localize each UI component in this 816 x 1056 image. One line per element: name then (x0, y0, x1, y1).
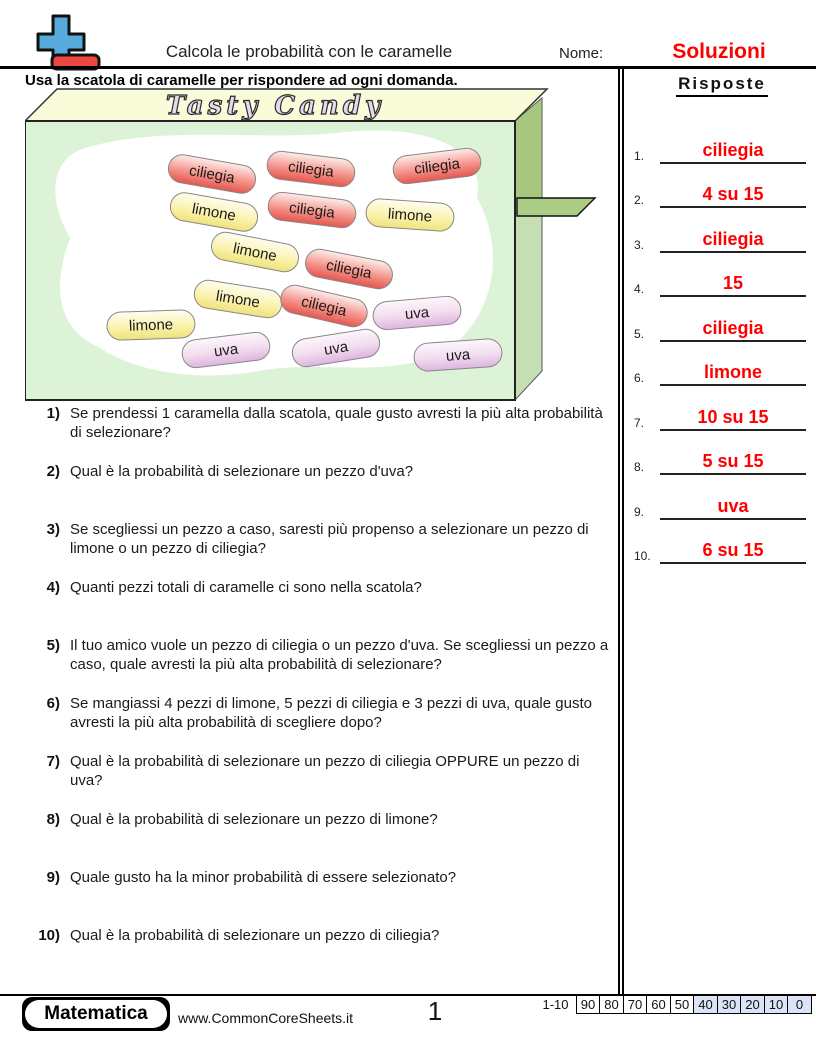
question-number: 8) (46, 811, 60, 828)
answer-row (628, 520, 816, 565)
score-box: 10 (764, 995, 789, 1014)
answer-row (628, 297, 816, 342)
header-divider (0, 66, 816, 69)
answer-row (628, 342, 816, 387)
answer-row (628, 431, 816, 476)
svg-text:uva: uva (404, 303, 430, 324)
question-row (28, 810, 616, 868)
answer-number: 3. (634, 237, 645, 252)
answer-number: 10. (634, 549, 651, 563)
svg-text:ciliegia: ciliegia (299, 293, 349, 320)
question-number: 6) (46, 695, 60, 712)
answer-row (628, 386, 816, 431)
answer-row (628, 208, 816, 253)
svg-text:ciliegia: ciliegia (187, 162, 236, 187)
svg-text:limone: limone (387, 205, 433, 226)
svg-text:uva: uva (445, 346, 471, 365)
score-box: 60 (646, 995, 671, 1014)
answer-value: 15 (660, 272, 806, 297)
answer-number: 9. (634, 504, 645, 519)
svg-text:ciliegia: ciliegia (288, 199, 336, 222)
answer-row (628, 119, 816, 164)
question-text: Quanti pezzi totali di caramelle ci sono nella scatola? (70, 579, 422, 596)
svg-text:limone: limone (214, 287, 262, 312)
question-row (28, 520, 616, 578)
question-row (28, 694, 616, 752)
question-text: Se mangiassi 4 pezzi di limone, 5 pezzi di ciliegia e 3 pezzi di uva, quale gusto avresti la più alta probabilità di scegliere dopo? (70, 695, 592, 731)
svg-text:uva: uva (213, 340, 240, 361)
candy-pill (107, 309, 196, 340)
score-box: 0 (787, 995, 812, 1014)
answer-number: 8. (634, 460, 645, 474)
answers-panel (628, 70, 816, 564)
svg-text:limone: limone (190, 200, 238, 225)
questions-list (28, 404, 616, 984)
name-label: Nome: (559, 45, 604, 62)
answer-number: 6. (634, 371, 645, 385)
answer-value: limone (660, 361, 806, 386)
candy-box-illustration (25, 88, 600, 403)
answer-number: 1. (634, 148, 645, 163)
question-row (28, 926, 616, 984)
question-number: 7) (46, 753, 60, 770)
question-text: Qual è la probabilità di selezionare un pezzo di ciliegia OPPURE un pezzo di uva? (70, 753, 580, 789)
svg-text:limone: limone (128, 316, 174, 335)
answer-row (628, 253, 816, 298)
svg-text:uva: uva (322, 338, 350, 359)
answer-value: ciliegia (660, 317, 806, 342)
box-flap (517, 198, 595, 216)
question-row (28, 462, 616, 520)
answer-value: 4 su 15 (660, 183, 806, 208)
page-number: 1 (427, 996, 443, 1026)
question-number: 9) (46, 869, 60, 886)
answer-value: 5 su 15 (660, 450, 806, 475)
column-divider (618, 66, 624, 995)
answer-value: 6 su 15 (660, 539, 806, 564)
solutions-label: Soluzioni (672, 40, 766, 63)
score-box: 40 (693, 995, 718, 1014)
answer-number: 2. (634, 193, 645, 207)
answer-value: 10 su 15 (660, 406, 806, 431)
answer-value: ciliegia (660, 228, 806, 253)
answer-number: 4. (634, 282, 645, 296)
question-number: 4) (46, 579, 60, 596)
score-range-label: 1-10 (542, 997, 569, 1012)
question-text: Se prendessi 1 caramella dalla scatola, quale gusto avresti la più alta probabilità di selezionare? (70, 405, 603, 441)
question-number: 5) (46, 637, 60, 654)
answers-heading: Risposte (628, 74, 816, 97)
score-box: 90 (576, 995, 601, 1014)
svg-text:ciliegia: ciliegia (287, 158, 335, 181)
question-row (28, 636, 616, 694)
svg-text:ciliegia: ciliegia (413, 155, 461, 178)
question-text: Qual è la probabilità di selezionare un pezzo di ciliegia? (70, 927, 440, 944)
page-title: Calcola le probabilità con le caramelle (165, 42, 453, 61)
question-text: Quale gusto ha la minor probabilità di essere selezionato? (70, 869, 457, 886)
candy-pill (413, 338, 503, 372)
question-number: 1) (46, 405, 60, 422)
candy-pill (365, 198, 455, 232)
answer-value: uva (660, 495, 806, 520)
question-text: Qual è la probabilità di selezionare un pezzo di limone? (70, 811, 438, 828)
answer-row (628, 164, 816, 209)
answer-number: 5. (634, 326, 645, 341)
question-row (28, 868, 616, 926)
question-text: Il tuo amico vuole un pezzo di ciliegia o un pezzo d'uva. Se scegliessi un pezzo a caso, quale avresti la più alta probabilità di selezionare? (70, 637, 609, 673)
answer-value: ciliegia (660, 139, 806, 164)
question-number: 2) (46, 463, 60, 480)
score-box: 50 (670, 995, 695, 1014)
question-row (28, 578, 616, 636)
svg-text:limone: limone (231, 239, 279, 266)
svg-text:ciliegia: ciliegia (324, 256, 374, 283)
question-text: Qual è la probabilità di selezionare un pezzo d'uva? (70, 463, 414, 480)
score-scale (542, 995, 812, 1014)
instruction-text: Usa la scatola di caramelle per rispondere ad ogni domanda. (25, 72, 458, 89)
brand-badge-label: Matematica (25, 1000, 167, 1028)
website-link[interactable]: www.CommonCoreSheets.it (178, 1010, 354, 1026)
candy-box-brand: Tasty Candy (165, 91, 385, 121)
question-row (28, 404, 616, 462)
score-box: 30 (717, 995, 742, 1014)
score-box: 20 (740, 995, 765, 1014)
brand-badge (22, 997, 170, 1031)
answer-number: 7. (634, 415, 645, 430)
question-row (28, 752, 616, 810)
question-number: 10) (38, 927, 60, 944)
question-number: 3) (46, 521, 60, 538)
score-box: 80 (599, 995, 624, 1014)
question-text: Se scegliessi un pezzo a caso, saresti più propenso a selezionare un pezzo di limone o un pezzo di ciliegia? (70, 521, 589, 557)
answer-row (628, 475, 816, 520)
score-box: 70 (623, 995, 648, 1014)
